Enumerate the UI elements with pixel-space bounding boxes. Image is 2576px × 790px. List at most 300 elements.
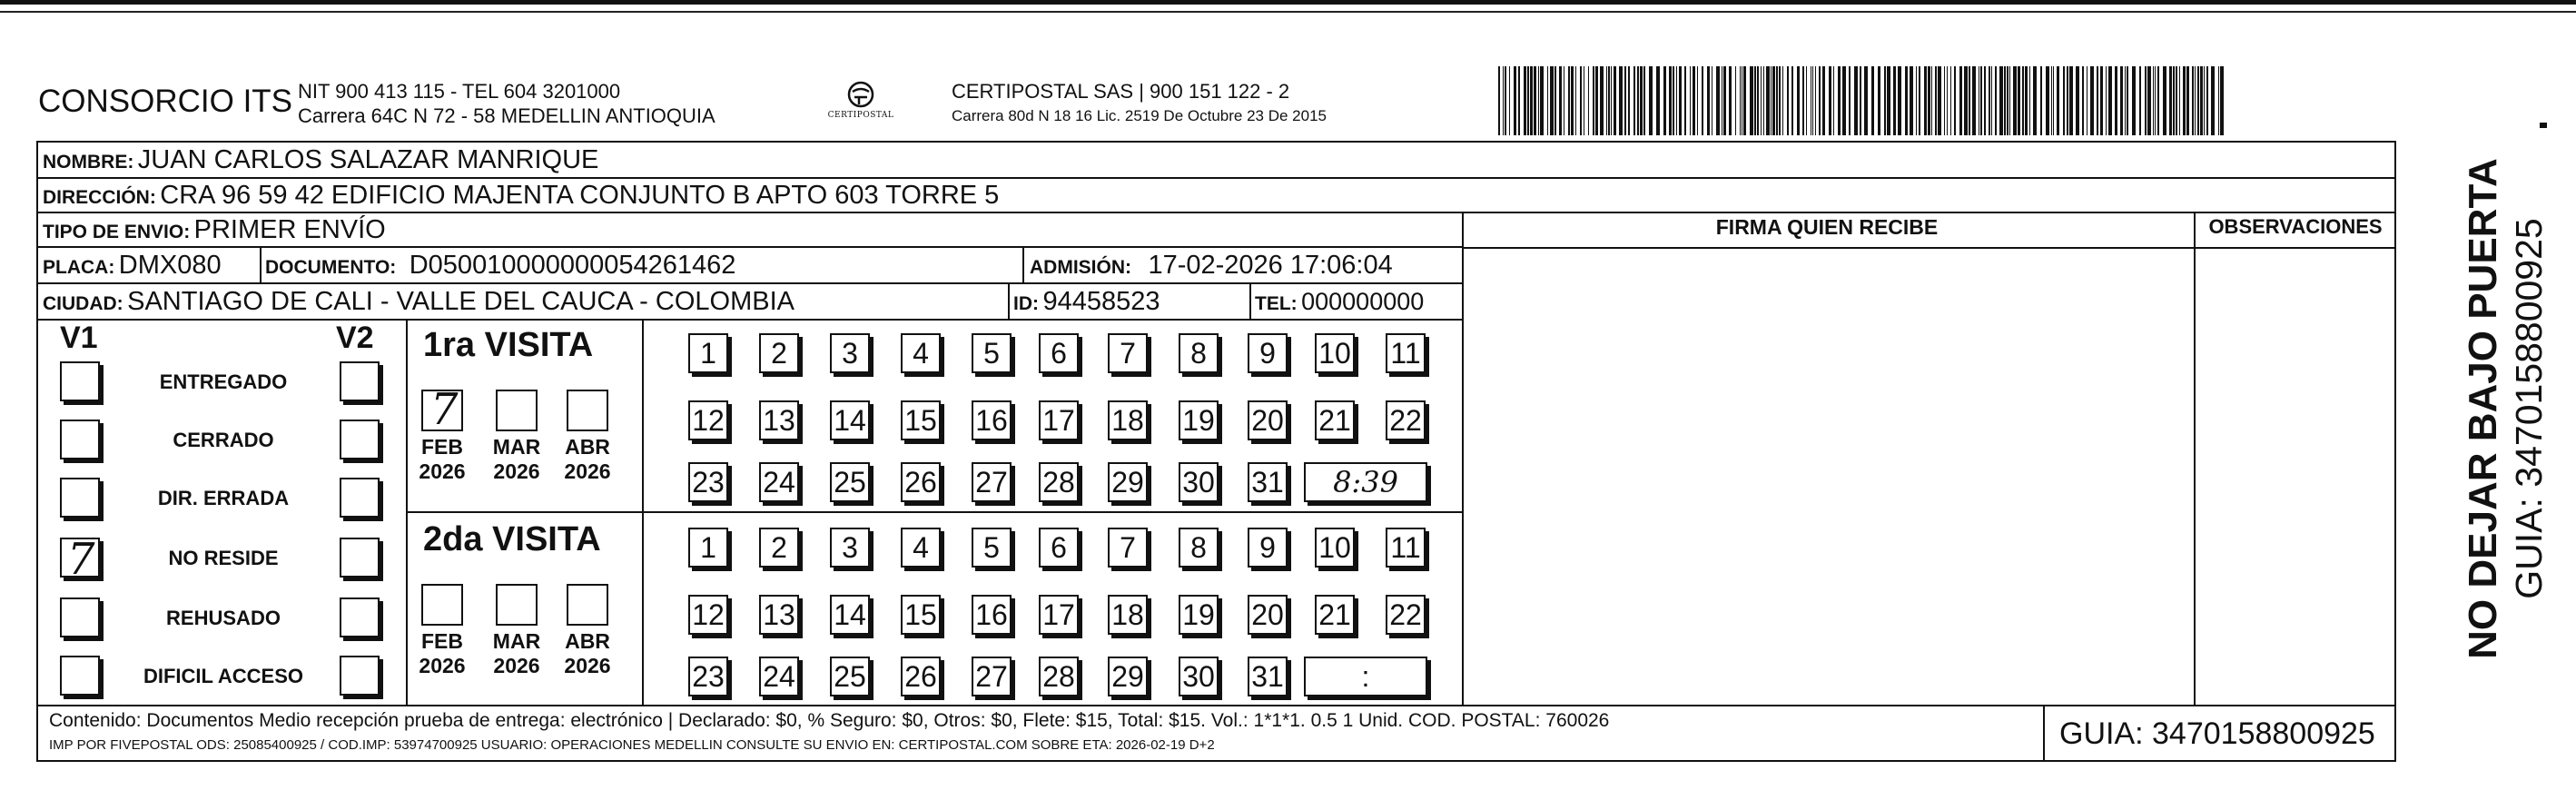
certipostal-info-2: Carrera 80d N 18 16 Lic. 2519 De Octubre 23 De 2015 bbox=[952, 107, 1327, 124]
observaciones-label: OBSERVACIONES bbox=[2208, 215, 2383, 238]
tipo-envio-field bbox=[43, 213, 386, 246]
month-checkbox[interactable] bbox=[567, 584, 608, 626]
month-checkbox[interactable] bbox=[567, 390, 608, 431]
day-box[interactable]: 12 bbox=[688, 595, 728, 635]
barcode-bar bbox=[2169, 66, 2172, 135]
status-v2-checkbox[interactable] bbox=[340, 361, 380, 401]
day-box[interactable]: 27 bbox=[972, 657, 1012, 696]
direccion-value: CRA 96 59 42 EDIFICIO MAJENTA CONJUNTO B APTO 603 TORRE 5 bbox=[160, 181, 1000, 210]
barcode-bar bbox=[1782, 66, 1783, 135]
barcode-bar bbox=[1690, 66, 1691, 135]
time-box[interactable]: : bbox=[1304, 657, 1427, 696]
barcode-bar bbox=[1916, 66, 1917, 135]
status-v1-checkbox[interactable] bbox=[60, 656, 100, 696]
placa-label: PLACA: bbox=[43, 257, 115, 278]
barcode-bar bbox=[1669, 66, 1672, 135]
barcode-bar bbox=[1697, 66, 1698, 135]
barcode-bar bbox=[1763, 66, 1764, 135]
barcode-bar bbox=[1649, 66, 1653, 135]
barcode-bar bbox=[1833, 66, 1834, 135]
barcode-bar bbox=[2082, 66, 2084, 135]
barcode-bar bbox=[2200, 66, 2203, 135]
day-box[interactable]: 21 bbox=[1315, 400, 1355, 440]
day-box[interactable]: 30 bbox=[1179, 657, 1219, 696]
placa-field bbox=[43, 248, 222, 282]
barcode-bar bbox=[1944, 66, 1945, 135]
barcode-bar bbox=[1980, 66, 1982, 135]
barcode-bar bbox=[1534, 66, 1536, 135]
day-box[interactable]: 27 bbox=[972, 462, 1012, 502]
v1-label: V1 bbox=[60, 321, 98, 355]
status-label: ENTREGADO bbox=[159, 370, 288, 393]
barcode-bar bbox=[2069, 66, 2073, 135]
day-box[interactable]: 11 bbox=[1386, 333, 1426, 373]
barcode-bar bbox=[1595, 66, 1598, 135]
day-box[interactable]: 2 bbox=[759, 528, 799, 568]
admision-field bbox=[1030, 248, 1393, 282]
barcode-bar bbox=[1559, 66, 1562, 135]
barcode-bar bbox=[1871, 66, 1874, 135]
documento-value: D050010000000054261462 bbox=[409, 251, 736, 280]
day-box[interactable]: 25 bbox=[830, 462, 870, 502]
day-box[interactable]: 18 bbox=[1108, 400, 1148, 440]
barcode-bar bbox=[1716, 66, 1720, 135]
barcode-bar bbox=[2145, 66, 2147, 135]
barcode-bar bbox=[2186, 66, 2189, 135]
ciudad-field bbox=[43, 284, 795, 319]
barcode-bar bbox=[1679, 66, 1682, 135]
observaciones-left-border bbox=[2194, 212, 2196, 705]
barcode-bar bbox=[2206, 66, 2208, 135]
side-guia-text: GUIA: 3470158800925 bbox=[2508, 218, 2550, 599]
day-box[interactable]: 23 bbox=[688, 657, 728, 696]
barcode-bar bbox=[1787, 66, 1789, 135]
barcode-graphic bbox=[1498, 66, 2225, 135]
barcode-bar bbox=[2009, 66, 2010, 135]
status-v1-checkbox[interactable] bbox=[60, 534, 100, 585]
visit-divider bbox=[406, 511, 1462, 513]
barcode-bar bbox=[2153, 66, 2154, 135]
barcode-bar bbox=[1959, 66, 1962, 135]
barcode-bar bbox=[1991, 66, 1992, 135]
status-v2-checkbox[interactable] bbox=[340, 656, 380, 696]
col-divider-placa bbox=[260, 246, 262, 282]
status-label: NO RESIDE bbox=[168, 547, 279, 569]
barcode-bar bbox=[1893, 66, 1896, 135]
barcode-bar bbox=[1633, 66, 1635, 135]
row-divider-5 bbox=[36, 319, 1462, 321]
tel-value: 000000000 bbox=[1301, 288, 1425, 315]
day-box[interactable]: 6 bbox=[1039, 333, 1079, 373]
barcode-bar bbox=[1729, 66, 1732, 135]
status-v1-checkbox[interactable] bbox=[60, 597, 100, 637]
barcode bbox=[1498, 66, 2225, 135]
day-box[interactable]: 16 bbox=[972, 400, 1012, 440]
id-label: ID: bbox=[1013, 293, 1039, 314]
barcode-bar bbox=[1931, 66, 1932, 135]
day-box[interactable]: 7 bbox=[1108, 528, 1148, 568]
barcode-bar bbox=[2004, 66, 2006, 135]
barcode-bar bbox=[1643, 66, 1645, 135]
day-box[interactable]: 16 bbox=[972, 595, 1012, 635]
day-box[interactable]: 23 bbox=[688, 462, 728, 502]
visit-title: 2da VISITA bbox=[423, 520, 601, 558]
barcode-bar bbox=[1538, 66, 1539, 135]
day-box[interactable]: 9 bbox=[1248, 528, 1288, 568]
barcode-bar bbox=[1624, 66, 1626, 135]
barcode-bar bbox=[2155, 66, 2156, 135]
day-box[interactable]: 29 bbox=[1108, 657, 1148, 696]
barcode-bar bbox=[1924, 66, 1927, 135]
day-box[interactable]: 3 bbox=[830, 528, 870, 568]
barcode-bar bbox=[1766, 66, 1770, 135]
barcode-bar bbox=[1935, 66, 1937, 135]
barcode-bar bbox=[1984, 66, 1986, 135]
barcode-bar bbox=[1593, 66, 1594, 135]
barcode-bar bbox=[1637, 66, 1639, 135]
barcode-bar bbox=[2197, 66, 2199, 135]
barcode-bar bbox=[1878, 66, 1880, 135]
barcode-bar bbox=[1530, 66, 1533, 135]
footer-guia-border bbox=[2043, 705, 2045, 762]
barcode-bar bbox=[2040, 66, 2042, 135]
month-checkbox[interactable] bbox=[496, 390, 538, 431]
barcode-bar bbox=[1754, 66, 1756, 135]
nombre-field bbox=[43, 143, 598, 177]
v1-handwritten-mark: 7 bbox=[67, 534, 95, 585]
barcode-bar bbox=[1761, 66, 1762, 135]
day-box[interactable]: 13 bbox=[759, 400, 799, 440]
side-warning-text: NO DEJAR BAJO PUERTA bbox=[2461, 158, 2505, 659]
barcode-bar bbox=[1812, 66, 1813, 135]
barcode-bar bbox=[1819, 66, 1821, 135]
barcode-bar bbox=[2120, 66, 2123, 135]
barcode-bar bbox=[2183, 66, 2186, 135]
day-box[interactable]: 24 bbox=[759, 462, 799, 502]
barcode-bar bbox=[1740, 66, 1741, 135]
barcode-bar bbox=[1514, 66, 1516, 135]
side-text bbox=[2406, 154, 2550, 681]
barcode-bar bbox=[1743, 66, 1746, 135]
day-box[interactable]: 17 bbox=[1039, 400, 1079, 440]
barcode-bar bbox=[1898, 66, 1901, 135]
barcode-bar bbox=[2090, 66, 2094, 135]
certipostal-info-1: CERTIPOSTAL SAS | 900 151 122 - 2 bbox=[952, 80, 1290, 103]
barcode-bar bbox=[1527, 66, 1529, 135]
barcode-bar bbox=[1864, 66, 1868, 135]
top-border-line bbox=[0, 0, 2576, 5]
day-box[interactable]: 10 bbox=[1315, 333, 1355, 373]
barcode-bar bbox=[1887, 66, 1890, 135]
barcode-bar bbox=[2132, 66, 2136, 135]
barcode-bar bbox=[1575, 66, 1576, 135]
barcode-bar bbox=[1568, 66, 1570, 135]
nombre-value: JUAN CARLOS SALAZAR MANRIQUE bbox=[137, 145, 599, 174]
barcode-bar bbox=[1540, 66, 1544, 135]
day-box[interactable]: 4 bbox=[901, 333, 941, 373]
day-box[interactable]: 14 bbox=[830, 400, 870, 440]
barcode-bar bbox=[1860, 66, 1861, 135]
footer-contenido: Contenido: Documentos Medio recepción prueba de entrega: electrónico | Declarado: $0, % Seguro: $0, Otros: $0, Flete: $15, Total: $15. Vol.: 1*1*1. 0.5 1 Unid. COD. POSTAL: 760026 bbox=[49, 710, 1610, 731]
day-box[interactable]: 3 bbox=[830, 333, 870, 373]
company-name: CONSORCIO ITS bbox=[38, 84, 293, 119]
barcode-bar bbox=[1829, 66, 1831, 135]
barcode-bar bbox=[1884, 66, 1886, 135]
barcode-bar bbox=[1771, 66, 1772, 135]
day-box[interactable]: 26 bbox=[901, 462, 941, 502]
barcode-bar bbox=[1550, 66, 1554, 135]
barcode-bar bbox=[2220, 66, 2224, 135]
barcode-bar bbox=[2115, 66, 2117, 135]
barcode-bar bbox=[1950, 66, 1951, 135]
barcode-bar bbox=[2018, 66, 2020, 135]
barcode-bar bbox=[1995, 66, 1997, 135]
barcode-bar bbox=[2179, 66, 2180, 135]
status-label: DIR. ERRADA bbox=[157, 487, 290, 509]
barcode-bar bbox=[2106, 66, 2107, 135]
id-field bbox=[1013, 284, 1160, 319]
barcode-bar bbox=[2022, 66, 2024, 135]
documento-label: DOCUMENTO: bbox=[265, 257, 397, 278]
month-label: ABR 2026 bbox=[564, 435, 611, 483]
barcode-bar bbox=[1954, 66, 1956, 135]
barcode-bar bbox=[2097, 66, 2098, 135]
day-box[interactable]: 26 bbox=[901, 657, 941, 696]
barcode-bar bbox=[1554, 66, 1556, 135]
status-label: CERRADO bbox=[173, 429, 274, 451]
barcode-bar bbox=[1791, 66, 1793, 135]
tel-label: TEL: bbox=[1255, 293, 1298, 314]
barcode-bar bbox=[1693, 66, 1695, 135]
month-label: ABR 2026 bbox=[564, 629, 611, 677]
barcode-bar bbox=[1518, 66, 1520, 135]
day-box[interactable]: 22 bbox=[1386, 400, 1426, 440]
day-box[interactable]: 24 bbox=[759, 657, 799, 696]
day-box[interactable]: 5 bbox=[972, 333, 1012, 373]
barcode-bar bbox=[2067, 66, 2068, 135]
barcode-bar bbox=[1588, 66, 1589, 135]
barcode-bar bbox=[1509, 66, 1510, 135]
status-v2-checkbox[interactable] bbox=[340, 597, 380, 637]
barcode-bar bbox=[2051, 66, 2052, 135]
barcode-bar bbox=[1972, 66, 1976, 135]
day-box[interactable]: 1 bbox=[688, 333, 728, 373]
time-box[interactable]: 8:39 bbox=[1304, 462, 1427, 502]
row-divider-2 bbox=[36, 212, 2396, 213]
barcode-bar bbox=[2108, 66, 2112, 135]
month-label: MAR 2026 bbox=[492, 435, 541, 483]
day-box[interactable]: 28 bbox=[1039, 462, 1079, 502]
day-box[interactable]: 6 bbox=[1039, 528, 1079, 568]
barcode-bar bbox=[1802, 66, 1804, 135]
barcode-bar bbox=[1656, 66, 1660, 135]
barcode-bar bbox=[1989, 66, 1990, 135]
barcode-bar bbox=[1628, 66, 1630, 135]
barcode-bar bbox=[2204, 66, 2205, 135]
barcode-bar bbox=[2147, 66, 2151, 135]
day-box[interactable]: 21 bbox=[1315, 595, 1355, 635]
id-value: 94458523 bbox=[1042, 287, 1160, 316]
barcode-bar bbox=[1723, 66, 1726, 135]
barcode-bar bbox=[1842, 66, 1846, 135]
company-info-1: NIT 900 413 115 - TEL 604 3201000 bbox=[298, 80, 621, 103]
day-box[interactable]: 20 bbox=[1248, 595, 1288, 635]
barcode-bar bbox=[2218, 66, 2219, 135]
barcode-bar bbox=[1606, 66, 1607, 135]
company-info-2: Carrera 64C N 72 - 58 MEDELLIN ANTIOQUIA bbox=[298, 104, 716, 127]
col-divider-admision bbox=[1022, 246, 1024, 282]
months-right-border bbox=[642, 319, 644, 705]
day-box[interactable]: 28 bbox=[1039, 657, 1079, 696]
day-box[interactable]: 9 bbox=[1248, 333, 1288, 373]
barcode-bar bbox=[1614, 66, 1616, 135]
barcode-bar bbox=[2076, 66, 2079, 135]
barcode-bar bbox=[2100, 66, 2103, 135]
day-box[interactable]: 22 bbox=[1386, 595, 1426, 635]
tel-field bbox=[1255, 284, 1424, 319]
day-box[interactable]: 31 bbox=[1248, 657, 1288, 696]
day-box[interactable]: 2 bbox=[759, 333, 799, 373]
v2-label: V2 bbox=[336, 321, 374, 355]
footer-guia: GUIA: 3470158800925 bbox=[2059, 716, 2375, 751]
barcode-bar bbox=[1524, 66, 1526, 135]
barcode-bar bbox=[2063, 66, 2065, 135]
barcode-bar bbox=[1580, 66, 1582, 135]
barcode-bar bbox=[1707, 66, 1710, 135]
day-box[interactable]: 20 bbox=[1248, 400, 1288, 440]
logo-text: CERTIPOSTAL bbox=[827, 111, 894, 120]
barcode-bar bbox=[2176, 66, 2177, 135]
ciudad-value: SANTIAGO DE CALI - VALLE DEL CAUCA - COLOMBIA bbox=[127, 287, 795, 316]
day-box[interactable]: 11 bbox=[1386, 528, 1426, 568]
visit-title: 1ra VISITA bbox=[423, 326, 594, 364]
barcode-bar bbox=[1571, 66, 1574, 135]
day-box[interactable]: 15 bbox=[901, 595, 941, 635]
day-box[interactable]: 17 bbox=[1039, 595, 1079, 635]
status-v2-checkbox[interactable] bbox=[340, 478, 380, 518]
barcode-bar bbox=[1503, 66, 1504, 135]
day-box[interactable]: 25 bbox=[830, 657, 870, 696]
barcode-bar bbox=[1849, 66, 1851, 135]
day-box[interactable]: 8 bbox=[1179, 333, 1219, 373]
firma-header-line bbox=[1462, 247, 2396, 249]
barcode-bar bbox=[2125, 66, 2126, 135]
certipostal-logo bbox=[824, 78, 897, 127]
barcode-bar bbox=[1838, 66, 1841, 135]
day-box[interactable]: 10 bbox=[1315, 528, 1355, 568]
barcode-bar bbox=[1938, 66, 1941, 135]
barcode-bar bbox=[1806, 66, 1807, 135]
barcode-bar bbox=[2057, 66, 2059, 135]
placa-value: DMX080 bbox=[118, 251, 222, 280]
status-v1-checkbox[interactable] bbox=[60, 420, 100, 459]
status-v1-checkbox[interactable] bbox=[60, 478, 100, 518]
admision-value: 17-02-2026 17:06:04 bbox=[1148, 251, 1393, 280]
barcode-bar bbox=[2025, 66, 2028, 135]
month-label: FEB 2026 bbox=[419, 435, 466, 483]
barcode-bar bbox=[2173, 66, 2175, 135]
barcode-bar bbox=[1928, 66, 1930, 135]
margin-mark bbox=[2540, 123, 2547, 128]
footer-imp: IMP POR FIVEPOSTAL ODS: 25085400925 / COD.IMP: 53974700925 USUARIO: OPERACIONES MEDELLIN CONSULTE SU ENVIO EN: CERTIPOSTAL.COM SOBRE ETA: 2026-02-19 D+2 bbox=[49, 737, 1215, 753]
barcode-bar bbox=[1854, 66, 1858, 135]
barcode-bar bbox=[1776, 66, 1778, 135]
day-box[interactable]: 31 bbox=[1248, 462, 1288, 502]
ciudad-label: CIUDAD: bbox=[43, 293, 123, 314]
day-box[interactable]: 18 bbox=[1108, 595, 1148, 635]
barcode-bar bbox=[1772, 66, 1775, 135]
barcode-bar bbox=[2195, 66, 2196, 135]
barcode-bar bbox=[1919, 66, 1920, 135]
barcode-bar bbox=[1498, 66, 1500, 135]
barcode-bar bbox=[1608, 66, 1610, 135]
month-label: MAR 2026 bbox=[492, 629, 541, 677]
barcode-bar bbox=[2007, 66, 2008, 135]
direccion-label: DIRECCIÓN: bbox=[43, 187, 156, 208]
barcode-bar bbox=[1735, 66, 1736, 135]
firma-label: FIRMA QUIEN RECIBE bbox=[1715, 215, 1939, 239]
day-box[interactable]: 14 bbox=[830, 595, 870, 635]
day-box[interactable]: 4 bbox=[901, 528, 941, 568]
day-box[interactable]: 12 bbox=[688, 400, 728, 440]
barcode-bar bbox=[1640, 66, 1643, 135]
barcode-bar bbox=[2053, 66, 2054, 135]
month-checkbox[interactable] bbox=[421, 584, 463, 626]
status-label: REHUSADO bbox=[166, 607, 281, 629]
documento-field bbox=[265, 248, 735, 282]
barcode-bar bbox=[2139, 66, 2141, 135]
barcode-bar bbox=[2046, 66, 2049, 135]
day-box[interactable]: 29 bbox=[1108, 462, 1148, 502]
day-box[interactable]: 7 bbox=[1108, 333, 1148, 373]
barcode-bar bbox=[1999, 66, 2003, 135]
month-label: FEB 2026 bbox=[419, 629, 466, 677]
barcode-bar bbox=[1815, 66, 1816, 135]
day-box[interactable]: 15 bbox=[901, 400, 941, 440]
status-v2-checkbox[interactable] bbox=[340, 420, 380, 459]
barcode-bar bbox=[1910, 66, 1913, 135]
barcode-bar bbox=[2127, 66, 2128, 135]
month-checkbox[interactable] bbox=[421, 384, 463, 435]
status-v1-checkbox[interactable] bbox=[60, 361, 100, 401]
barcode-bar bbox=[1600, 66, 1604, 135]
tipo-envio-label: TIPO DE ENVIO: bbox=[43, 222, 191, 242]
day-box[interactable]: 8 bbox=[1179, 528, 1219, 568]
day-box[interactable]: 13 bbox=[759, 595, 799, 635]
col-divider-id bbox=[1008, 282, 1010, 319]
nombre-label: NOMBRE: bbox=[43, 152, 134, 173]
barcode-bar bbox=[1684, 66, 1686, 135]
status-v2-checkbox[interactable] bbox=[340, 538, 380, 578]
barcode-bar bbox=[1750, 66, 1753, 135]
day-box[interactable]: 19 bbox=[1179, 595, 1219, 635]
day-box[interactable]: 30 bbox=[1179, 462, 1219, 502]
month-checkbox[interactable] bbox=[496, 584, 538, 626]
barcode-bar bbox=[1673, 66, 1674, 135]
day-box[interactable]: 19 bbox=[1179, 400, 1219, 440]
barcode-bar bbox=[2211, 66, 2215, 135]
top-border-thin bbox=[0, 11, 2576, 13]
day-box[interactable]: 1 bbox=[688, 528, 728, 568]
day-box[interactable]: 5 bbox=[972, 528, 1012, 568]
barcode-bar bbox=[1619, 66, 1623, 135]
admision-label: ADMISIÓN: bbox=[1030, 257, 1131, 278]
barcode-bar bbox=[2157, 66, 2159, 135]
barcode-bar bbox=[2033, 66, 2037, 135]
barcode-bar bbox=[1779, 66, 1781, 135]
col-divider-tel bbox=[1249, 282, 1251, 319]
barcode-bar bbox=[1947, 66, 1948, 135]
